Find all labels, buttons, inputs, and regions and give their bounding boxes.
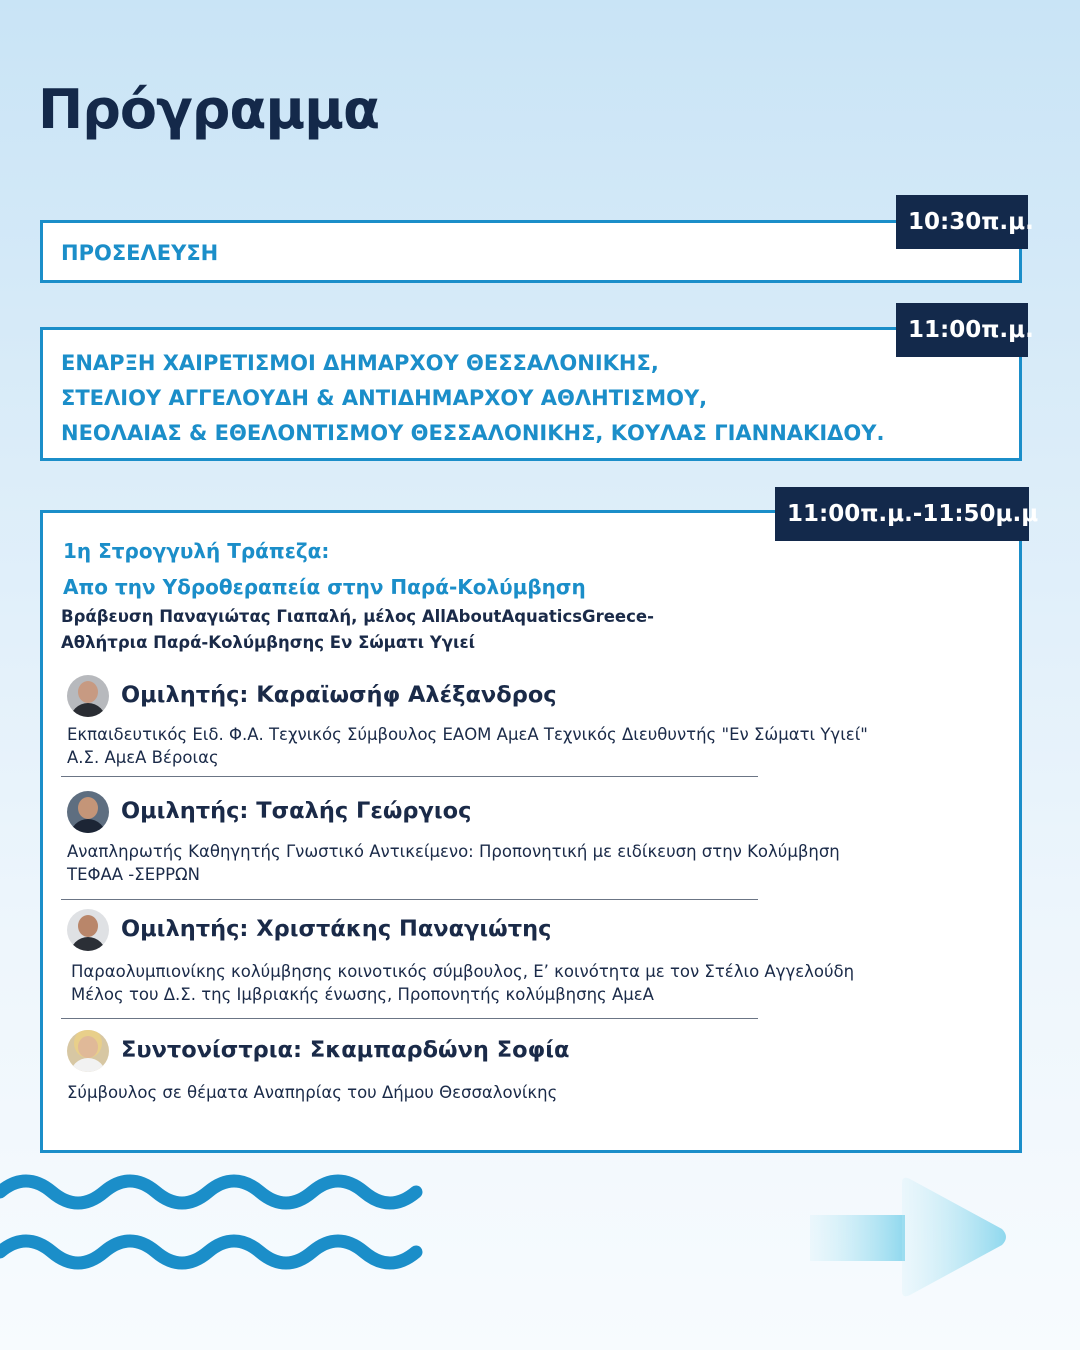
woman-blonde-avatar	[67, 1030, 109, 1072]
schedule-item-arrival	[40, 220, 1022, 283]
desc-line: Αναπληρωτής Καθηγητής Γνωστικό Αντικείμενο: Προπονητική με ειδίκευση στην Κολύμβηση	[67, 842, 840, 861]
schedule-item-opening	[40, 327, 1022, 461]
desc-line: Μέλος του Δ.Σ. της Ιμβριακής ένωσης, Προπονητής κολύμβησης ΑμεΑ	[71, 985, 654, 1004]
speaker-description	[67, 723, 868, 769]
title-line: ΣΤΕΛΙΟΥ ΑΓΓΕΛΟΥΔΗ & ΑΝΤΙΔΗΜΑΡΧΟΥ ΑΘΛΗΤΙΣΜΟΥ,	[61, 386, 708, 410]
desc-line: Α.Σ. ΑμεΑ Βέροιας	[67, 748, 219, 767]
speaker-description	[67, 1081, 557, 1104]
speaker-name: Ομιλητής: Χριστάκης Παναγιώτης	[121, 916, 552, 942]
schedule-item-roundtable	[40, 510, 1022, 1153]
time-badge: 11:00π.μ.-11:50μ.μ	[775, 487, 1029, 541]
award-line: Αθλήτρια Παρά-Κολύμβησης Εν Σώματι Υγιεί	[61, 633, 476, 652]
speaker-description	[67, 840, 840, 886]
time-badge: 11:00π.μ.	[896, 303, 1028, 357]
roundtable-title	[63, 533, 586, 605]
award-line: Βράβευση Παναγιώτας Γιαπαλή, μέλος AllAboutAquaticsGreece-	[61, 607, 654, 626]
time-badge: 10:30π.μ.	[896, 195, 1028, 249]
speaker-name: Ομιλητής: Τσαλής Γεώργιος	[121, 798, 472, 824]
title-line: ΝΕΟΛΑΙΑΣ & ΕΘΕΛΟΝΤΙΣΜΟΥ ΘΕΣΣΑΛΟΝΙΚΗΣ, ΚΟΥΛΑΣ ΓΙΑΝΝΑΚΙΔΟΥ.	[61, 421, 885, 445]
man-suit-avatar	[67, 791, 109, 833]
schedule-item-title: ΠΡΟΣΕΛΕΥΣΗ	[61, 241, 219, 265]
man-young-avatar	[67, 909, 109, 951]
desc-line: Παραολυμπιονίκης κολύμβησης κοινοτικός σύμβουλος, Ε’ κοινότητα με τον Στέλιο Αγγελούδη	[71, 962, 855, 981]
desc-line: ΤΕΦΑΑ -ΣΕΡΡΩΝ	[67, 865, 200, 884]
speaker-description	[71, 960, 854, 1006]
schedule-item-title	[61, 346, 884, 451]
man-bald-avatar	[67, 675, 109, 717]
next-arrow-icon	[810, 1175, 1020, 1300]
title-line: Απο την Υδροθεραπεία στην Παρά-Κολύμβηση	[63, 575, 586, 599]
speaker-name: Συντονίστρια: Σκαμπαρδώνη Σοφία	[121, 1037, 570, 1063]
page-title: Πρόγραμμα	[38, 78, 380, 141]
divider	[61, 1018, 758, 1019]
divider	[61, 776, 758, 777]
title-line: ΕΝΑΡΞΗ ΧΑΙΡΕΤΙΣΜΟΙ ΔΗΜΑΡΧΟΥ ΘΕΣΣΑΛΟΝΙΚΗΣ,	[61, 351, 659, 375]
speaker-name: Ομιλητής: Καραϊωσήφ Αλέξανδρος	[121, 682, 557, 708]
desc-line: Εκπαιδευτικός Ειδ. Φ.Α. Τεχνικός Σύμβουλος ΕΑΟΜ ΑμεΑ Τεχνικός Διευθυντής "Εν Σώματι Υγιεί"	[67, 725, 868, 744]
desc-line: Σύμβουλος σε θέματα Αναπηρίας του Δήμου Θεσσαλονίκης	[67, 1083, 558, 1102]
divider	[61, 899, 758, 900]
wave-lines-icon	[0, 1170, 430, 1290]
title-line: 1η Στρογγυλή Τράπεζα:	[63, 539, 330, 563]
award-text	[61, 604, 654, 656]
